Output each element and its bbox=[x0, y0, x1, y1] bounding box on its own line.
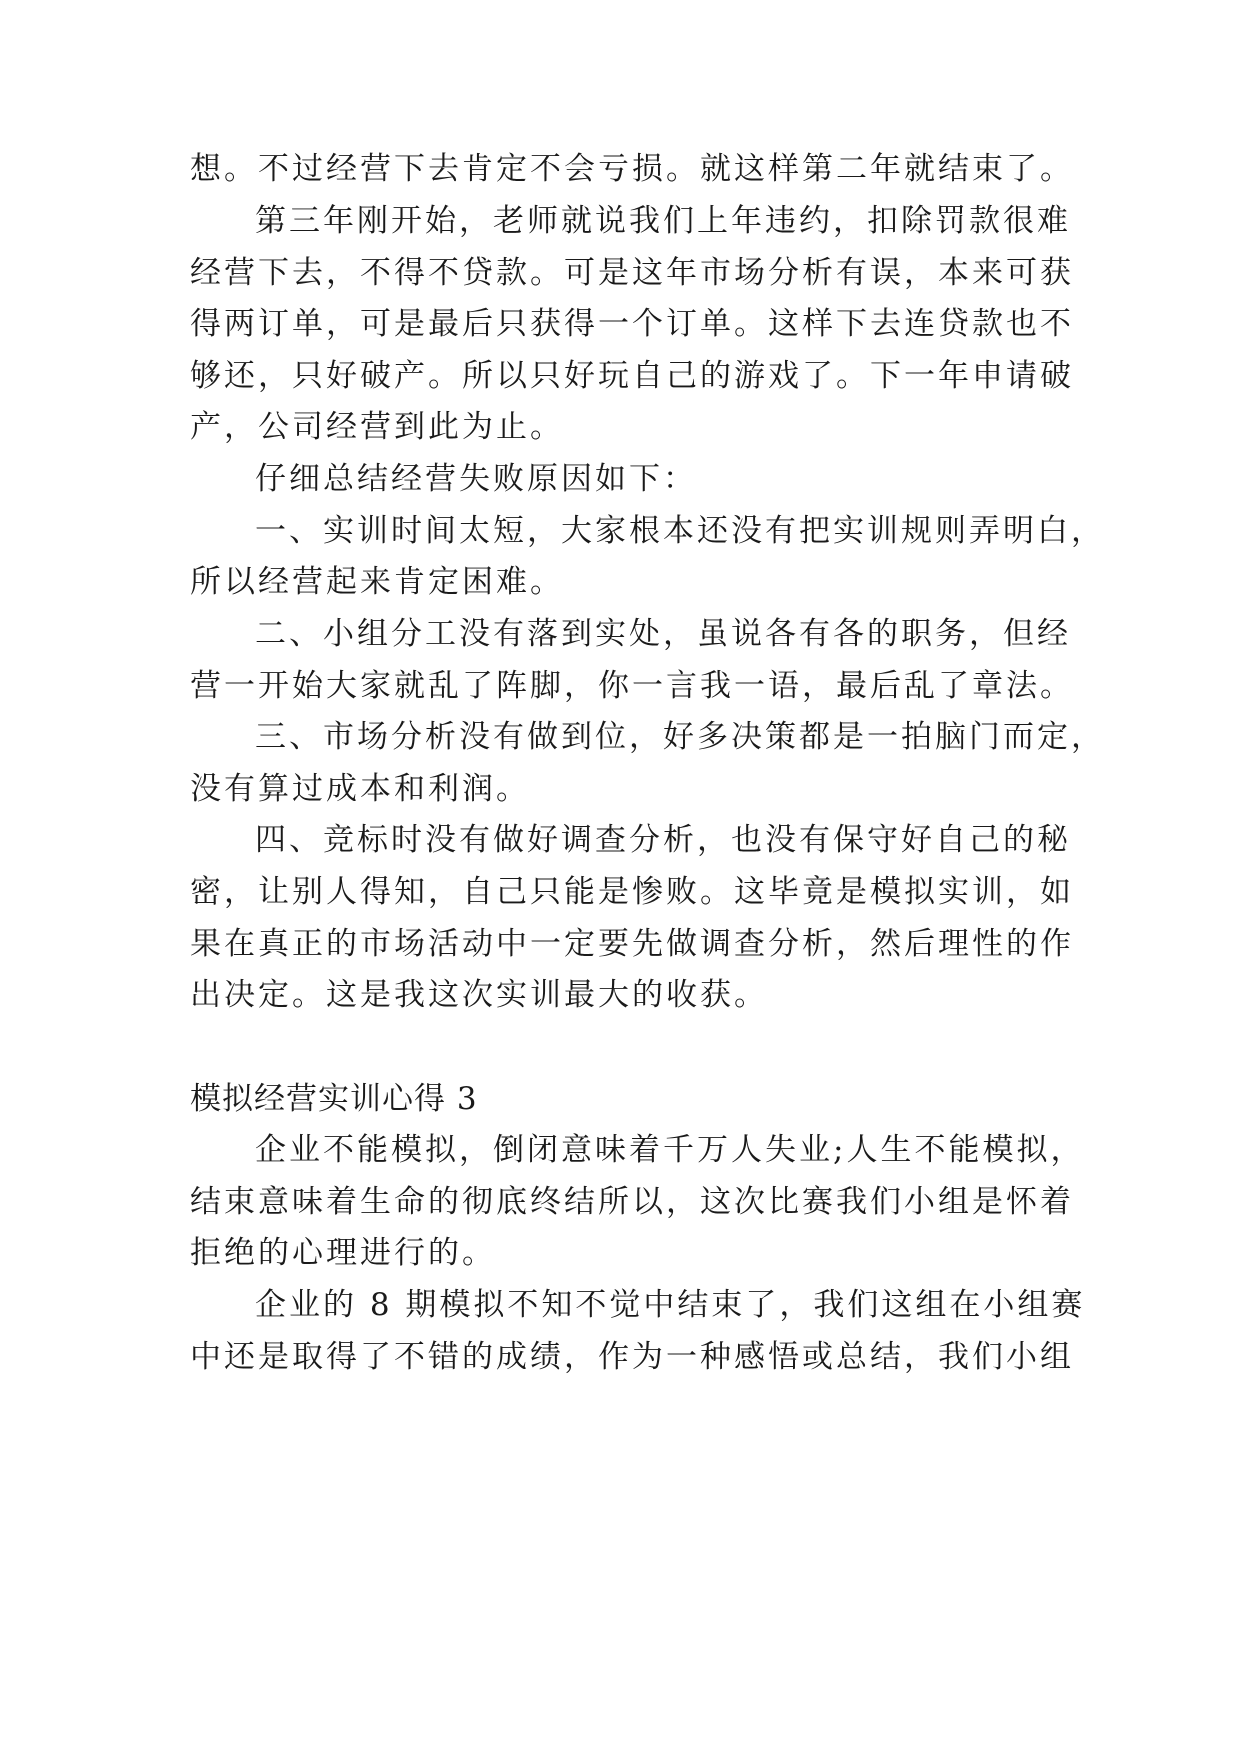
paragraph-line: 出决定。这是我这次实训最大的收获。 bbox=[190, 977, 768, 1013]
paragraph-line: 想。不过经营下去肯定不会亏损。就这样第二年就结束了。 bbox=[190, 151, 1074, 187]
paragraph-line: 企业不能模拟，倒闭意味着千万人失业;人生不能模拟， bbox=[255, 1132, 1085, 1168]
paragraph-line: 结束意味着生命的彻底终结所以，这次比赛我们小组是怀着 bbox=[190, 1184, 1074, 1220]
paragraph-line: 经营下去，不得不贷款。可是这年市场分析有误，本来可获 bbox=[190, 255, 1074, 291]
paragraph-line: 拒绝的心理进行的。 bbox=[190, 1235, 496, 1271]
paragraph-line: 二、小组分工没有落到实处，虽说各有各的职务，但经 bbox=[255, 616, 1071, 652]
paragraph-line: 果在真正的市场活动中一定要先做调查分析，然后理性的作 bbox=[190, 926, 1074, 962]
paragraph-line: 营一开始大家就乱了阵脚，你一言我一语，最后乱了章法。 bbox=[190, 668, 1074, 704]
paragraph-line: 仔细总结经营失败原因如下： bbox=[255, 461, 697, 497]
paragraph-line: 所以经营起来肯定困难。 bbox=[190, 564, 564, 600]
paragraph-line: 够还，只好破产。所以只好玩自己的游戏了。下一年申请破 bbox=[190, 358, 1074, 394]
paragraph-line: 企业的 8 期模拟不知不觉中结束了，我们这组在小组赛 bbox=[255, 1287, 1086, 1323]
paragraph-line: 一、实训时间太短，大家根本还没有把实训规则弄明白， bbox=[255, 513, 1105, 549]
paragraph-line: 产，公司经营到此为止。 bbox=[190, 409, 564, 445]
paragraph-line: 没有算过成本和利润。 bbox=[190, 771, 530, 807]
paragraph-line: 中还是取得了不错的成绩，作为一种感悟或总结，我们小组 bbox=[190, 1339, 1074, 1375]
paragraph-line: 得两订单，可是最后只获得一个订单。这样下去连贷款也不 bbox=[190, 306, 1074, 342]
paragraph-line: 第三年刚开始，老师就说我们上年违约，扣除罚款很难 bbox=[255, 203, 1071, 239]
paragraph-line: 三、市场分析没有做到位，好多决策都是一拍脑门而定， bbox=[255, 719, 1105, 755]
section-heading: 模拟经营实训心得 3 bbox=[190, 1081, 478, 1117]
paragraph-line: 四、竞标时没有做好调查分析，也没有保守好自己的秘 bbox=[255, 822, 1071, 858]
paragraph-line: 密，让别人得知，自己只能是惨败。这毕竟是模拟实训，如 bbox=[190, 874, 1074, 910]
